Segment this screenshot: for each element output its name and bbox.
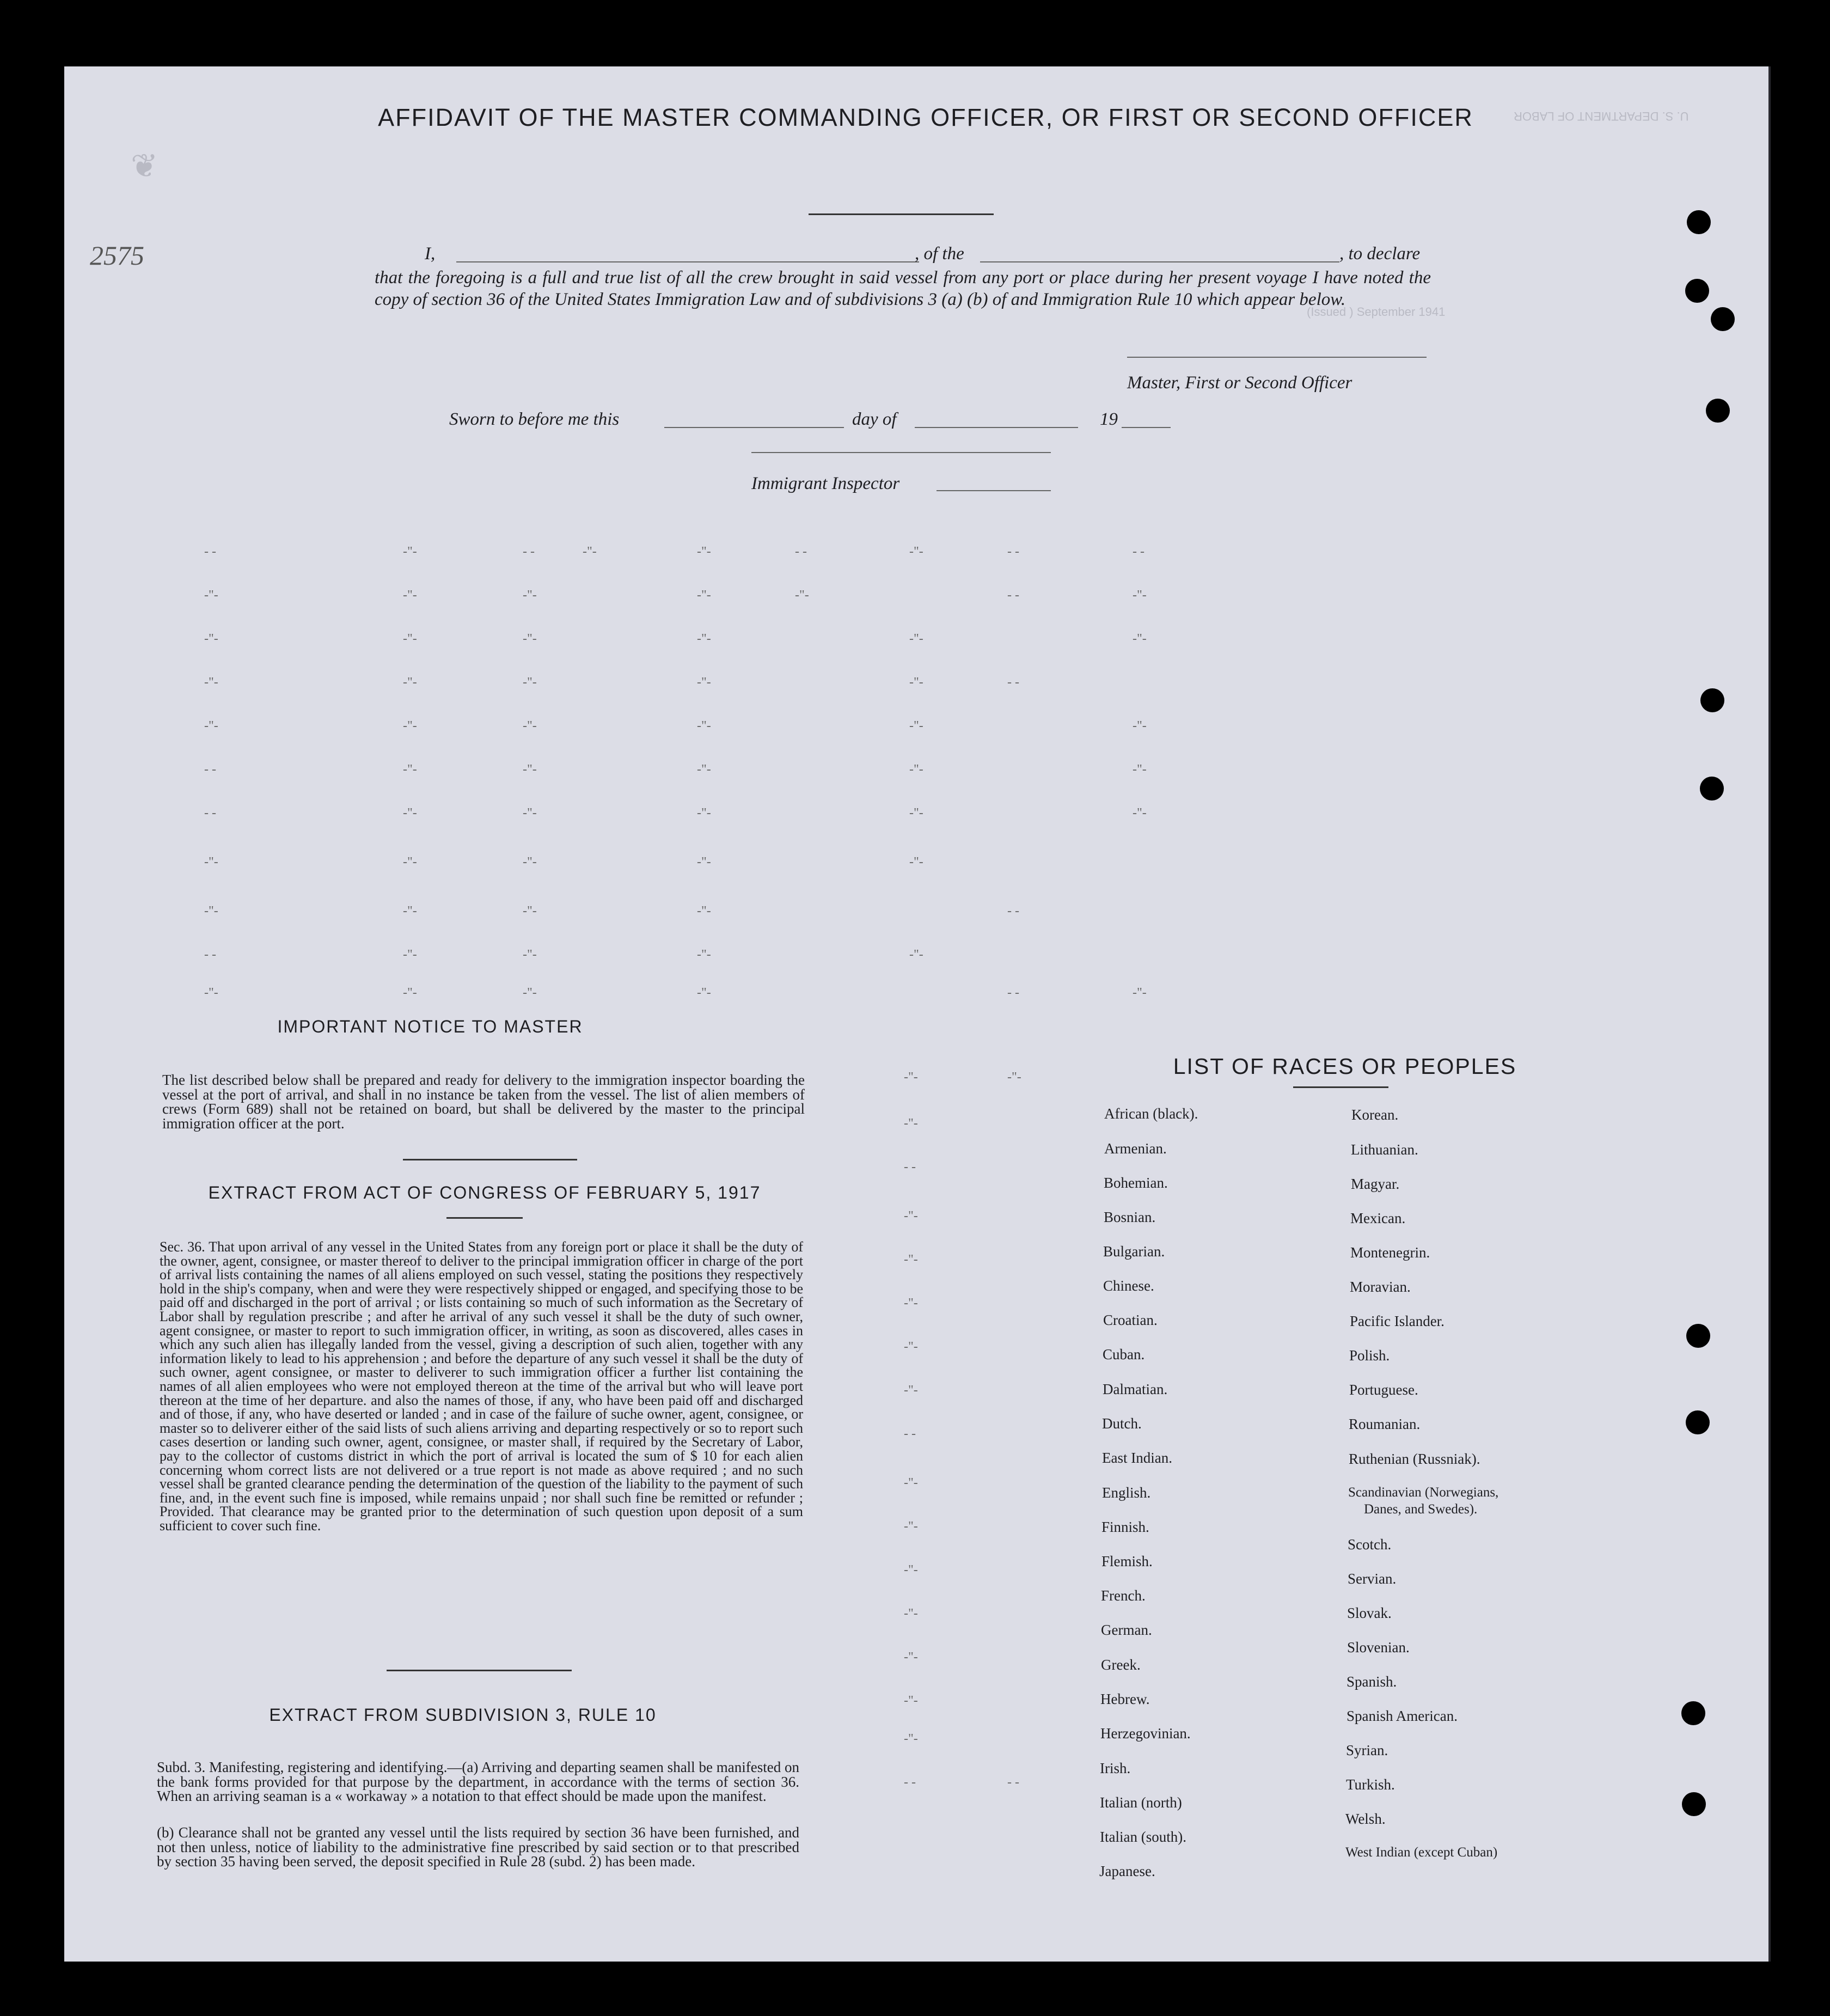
race-item: Servian. xyxy=(1348,1571,1397,1587)
ditto-mark: - - xyxy=(1133,545,1144,559)
race-item: Mexican. xyxy=(1350,1210,1406,1226)
race-item: Syrian. xyxy=(1346,1742,1388,1758)
ditto-mark: -"- xyxy=(204,855,218,869)
ditto-mark: -"- xyxy=(697,545,711,559)
race-item: Flemish. xyxy=(1101,1553,1153,1569)
race-item: Croatian. xyxy=(1103,1312,1158,1328)
ditto-mark: -"- xyxy=(909,806,923,820)
punch-hole xyxy=(1700,688,1724,712)
punch-hole xyxy=(1682,1792,1706,1816)
race-item: Turkish. xyxy=(1346,1776,1395,1793)
ditto-mark: - - xyxy=(204,948,216,962)
race-item: Spanish. xyxy=(1347,1673,1397,1690)
year-label: 19 xyxy=(1100,410,1118,429)
ditto-mark: -"- xyxy=(904,1116,918,1131)
ditto-mark: -"- xyxy=(904,1383,918,1397)
sworn-label: Sworn to before me this xyxy=(449,410,620,429)
punch-hole xyxy=(1681,1701,1705,1725)
ditto-mark: -"- xyxy=(697,588,711,602)
ditto-mark: - - xyxy=(904,1427,916,1441)
race-item: English. xyxy=(1102,1484,1151,1501)
bleed-through-text: (Issued ) September 1941 xyxy=(1307,305,1446,319)
title-underline xyxy=(809,213,994,215)
ditto-mark: - - xyxy=(1007,904,1019,918)
ditto-mark: - - xyxy=(904,1160,916,1174)
vessel-blank[interactable] xyxy=(980,261,1339,262)
punch-hole xyxy=(1711,307,1735,331)
rule-extract-text-b: (b) Clearance shall not be granted any vessel until the lists required by section 36 have been furnished, and not then unless, notice of liability to the administrative fine prescribed by said section or to that prescribed by section 35 having been served, the deposit specified in Rule 28 (subd. 2) has been made. xyxy=(157,1824,799,1870)
race-item: Lithuanian. xyxy=(1351,1141,1418,1158)
race-item: Danes, and Swedes). xyxy=(1364,1502,1478,1517)
race-item: Spanish American. xyxy=(1347,1708,1458,1724)
ditto-mark: -"- xyxy=(904,1070,918,1084)
race-item: German. xyxy=(1101,1622,1152,1638)
ditto-mark: -"- xyxy=(204,719,218,733)
name-blank[interactable] xyxy=(456,261,919,262)
ditto-mark: -"- xyxy=(904,1650,918,1664)
ditto-mark: -"- xyxy=(403,545,417,559)
ditto-mark: -"- xyxy=(204,904,218,918)
pronoun-i: I, xyxy=(425,244,436,264)
ditto-mark: -"- xyxy=(909,762,923,777)
ditto-mark: -"- xyxy=(523,632,537,646)
ditto-mark: -"- xyxy=(403,588,417,602)
race-item: Roumanian. xyxy=(1349,1416,1421,1432)
inspector-signature-blank[interactable] xyxy=(751,452,1051,453)
ditto-mark: -"- xyxy=(523,806,537,820)
sworn-day-blank[interactable] xyxy=(664,427,844,428)
ditto-mark: -"- xyxy=(403,762,417,777)
ditto-mark: -"- xyxy=(909,719,923,733)
race-item: West Indian (except Cuban) xyxy=(1345,1845,1498,1860)
act-extract-divider xyxy=(387,1670,572,1671)
ditto-mark: - - xyxy=(1007,1775,1019,1789)
ditto-mark: -"- xyxy=(904,1296,918,1310)
sworn-month-blank[interactable] xyxy=(915,427,1078,428)
signature-label: Master, First or Second Officer xyxy=(1127,373,1352,393)
ditto-mark: -"- xyxy=(1133,762,1147,777)
document-page xyxy=(64,66,1771,1962)
ditto-mark: -"- xyxy=(523,904,537,918)
race-item: Magyar. xyxy=(1351,1176,1400,1192)
race-item: Finnish. xyxy=(1101,1519,1149,1535)
ditto-mark: -"- xyxy=(909,545,923,559)
ditto-mark: -"- xyxy=(909,675,923,689)
race-item: African (black). xyxy=(1104,1105,1198,1122)
notice-heading: IMPORTANT NOTICE TO MASTER xyxy=(277,1017,583,1036)
ditto-mark: -"- xyxy=(697,719,711,733)
race-item: Italian (south). xyxy=(1100,1829,1186,1845)
race-item: French. xyxy=(1101,1587,1146,1604)
race-item: Polish. xyxy=(1349,1347,1390,1364)
ditto-mark: -"- xyxy=(697,806,711,820)
ditto-mark: -"- xyxy=(1133,986,1147,1000)
race-item: Bulgarian. xyxy=(1103,1243,1165,1260)
punch-hole xyxy=(1706,399,1730,423)
declare-label: , to declare xyxy=(1339,244,1421,264)
punch-hole xyxy=(1685,279,1709,303)
act-extract-underline xyxy=(446,1217,523,1219)
ditto-mark: -"- xyxy=(583,545,597,559)
ditto-mark: -"- xyxy=(697,675,711,689)
ditto-mark: -"- xyxy=(909,948,923,962)
rule-extract-heading: EXTRACT FROM SUBDIVISION 3, RULE 10 xyxy=(269,1705,657,1725)
ditto-mark: - - xyxy=(1007,545,1019,559)
race-item: Bohemian. xyxy=(1104,1175,1168,1191)
ditto-mark: - - xyxy=(204,806,216,820)
race-item: Cuban. xyxy=(1103,1346,1145,1363)
ditto-mark: - - xyxy=(1007,986,1019,1000)
inspector-name-blank[interactable] xyxy=(937,490,1051,491)
race-item: Ruthenian (Russniak). xyxy=(1349,1451,1480,1467)
day-of-label: day of xyxy=(852,410,897,429)
inspector-label: Immigrant Inspector xyxy=(751,474,900,493)
races-heading: LIST OF RACES OR PEOPLES xyxy=(1173,1054,1517,1079)
ditto-mark: -"- xyxy=(1133,806,1147,820)
ditto-mark: -"- xyxy=(1133,632,1147,646)
of-the-label: , of the xyxy=(915,244,964,264)
race-item: Herzegovinian. xyxy=(1100,1725,1191,1742)
race-item: East Indian. xyxy=(1102,1450,1172,1466)
race-item: Korean. xyxy=(1351,1107,1399,1123)
race-item: Slovenian. xyxy=(1347,1639,1410,1655)
race-item: Bosnian. xyxy=(1104,1209,1156,1225)
rule-extract-text-a: Subd. 3. Manifesting, registering and identifying.—(a) Arriving and departing seamen shall be manifested on the bank forms provided for that purpose by the department, in accordance with the terms of section 36. When an arriving seaman is a « workaway » a notation to that effect should be made upon the manifest. xyxy=(157,1759,799,1804)
race-item: Welsh. xyxy=(1345,1811,1386,1827)
race-item: Dutch. xyxy=(1102,1415,1142,1432)
race-item: Armenian. xyxy=(1104,1140,1167,1157)
ditto-mark: -"- xyxy=(904,1209,918,1223)
ditto-mark: -"- xyxy=(403,855,417,869)
ditto-mark: -"- xyxy=(403,948,417,962)
punch-hole xyxy=(1686,1324,1710,1348)
race-item: Japanese. xyxy=(1099,1863,1155,1879)
margin-note: 2575 xyxy=(90,240,144,271)
race-item: Slovak. xyxy=(1347,1605,1392,1621)
ditto-mark: -"- xyxy=(204,588,218,602)
race-item: Italian (north) xyxy=(1100,1794,1182,1811)
ditto-mark: -"- xyxy=(697,904,711,918)
ditto-mark: -"- xyxy=(204,675,218,689)
sworn-year-blank[interactable] xyxy=(1122,427,1171,428)
notice-text: The list described below shall be prepared and ready for delivery to the immigration inspector boarding the vessel at the port of arrival, and shall in no instance be taken from the vessel. The list of alien members of crews (Form 689) shall not be retained on board, but shall be delivered by the master to the principal immigration officer at the port. xyxy=(162,1072,805,1132)
ditto-mark: -"- xyxy=(697,855,711,869)
ditto-mark: -"- xyxy=(904,1606,918,1621)
ditto-mark: -"- xyxy=(795,588,809,602)
ditto-mark: -"- xyxy=(909,632,923,646)
ditto-mark: -"- xyxy=(904,1476,918,1490)
ditto-mark: -"- xyxy=(909,855,923,869)
race-item: Montenegrin. xyxy=(1350,1244,1430,1261)
act-extract-heading: EXTRACT FROM ACT OF CONGRESS OF FEBRUARY 5, 1917 xyxy=(208,1183,761,1202)
ditto-mark: -"- xyxy=(204,986,218,1000)
ditto-mark: -"- xyxy=(523,948,537,962)
ditto-mark: -"- xyxy=(1007,1070,1021,1084)
punch-hole xyxy=(1686,1410,1710,1434)
act-extract-text: Sec. 36. That upon arrival of any vessel in the United States from any foreign port or place it shall be the duty of the owner, agent, consignee, or master thereof to deliver to the principal immigration officer in charge of the port of arrival lists containing the names of all aliens employed on such vessel, stating the positions they respectively hold in the ship's company, when and were they were respectively shipped or engaged, and specifying those to be paid off and discharged in the port of arrival ; or lists containing so much of such information as the Secretary of Labor shall by regulation prescribe ; and after he arrival of any such vessel it shall be the duty of such owner, agent consignee, or master to report to such immigration officer, in writing, as soon as discovered, alles cases in which any such alien has illegally landed from the vessel, giving a description of such alien, together with any information likely to lead to his apprehension ; and before the departure of any such vessel it shall be the duty of such owner, agent consignee, or master to deliverer to such immigration officer a further list containing the names of all alien employees who were not employed thereon at the time of the arrival but who will leave port thereon at the time of her departure. and also the names of those, if any, who have been paid off and discharged and of those, if any, who have deserted or landed ; and in case of the failure of suche owner, agent, consignee, or master so to deliverer either of the said lists of such aliens arriving and departing respectively or so to report such cases desertion or landing such owner, agent, consignee, or master shall, if required by the Secretary of Labor, pay to the collector of customs district in which the port of arrival is located the sum of $ 10 for each alien concerning whom correct lists are not delivered or a true report is not made as above required ; and no such vessel shall be granted clearance pending the determination of the question of the liability to the payment of such fine, and, in the event such fine is imposed, while remains unpaid ; nor shall such fine be remitted or refunder ; Provided. That clearance may be granted prior to the determination of such question upon deposit of a sum sufficient to cover such fine. xyxy=(160,1239,803,1534)
race-item: Scotch. xyxy=(1348,1536,1392,1553)
ditto-mark: -"- xyxy=(403,806,417,820)
ditto-mark: -"- xyxy=(204,632,218,646)
ditto-mark: -"- xyxy=(523,588,537,602)
notice-divider xyxy=(403,1159,577,1160)
race-item: Irish. xyxy=(1100,1760,1131,1776)
ditto-mark: - - xyxy=(795,545,807,559)
ditto-mark: -"- xyxy=(697,986,711,1000)
ditto-mark: -"- xyxy=(697,948,711,962)
ditto-mark: -"- xyxy=(904,1253,918,1267)
ditto-mark: - - xyxy=(1007,675,1019,689)
race-item: Scandinavian (Norwegians, xyxy=(1348,1485,1499,1500)
ditto-mark: -"- xyxy=(523,675,537,689)
ditto-mark: -"- xyxy=(523,762,537,777)
ditto-mark: -"- xyxy=(904,1519,918,1534)
race-item: Portuguese. xyxy=(1349,1382,1418,1398)
ditto-mark: -"- xyxy=(403,675,417,689)
race-item: Dalmatian. xyxy=(1103,1381,1168,1397)
ditto-mark: -"- xyxy=(523,719,537,733)
bleed-through-text: ❦ xyxy=(131,148,158,184)
ditto-mark: - - xyxy=(1007,588,1019,602)
ditto-mark: -"- xyxy=(1133,588,1147,602)
ditto-mark: -"- xyxy=(403,986,417,1000)
ditto-mark: - - xyxy=(904,1775,916,1789)
races-heading-underline xyxy=(1293,1086,1388,1088)
ditto-mark: -"- xyxy=(904,1563,918,1577)
ditto-mark: -"- xyxy=(697,632,711,646)
ditto-mark: -"- xyxy=(904,1732,918,1746)
race-item: Moravian. xyxy=(1350,1279,1411,1295)
race-item: Hebrew. xyxy=(1100,1691,1150,1707)
ditto-mark: -"- xyxy=(523,855,537,869)
ditto-mark: -"- xyxy=(904,1694,918,1708)
ditto-mark: -"- xyxy=(403,632,417,646)
ditto-mark: -"- xyxy=(904,1340,918,1354)
race-item: Greek. xyxy=(1101,1657,1141,1673)
punch-hole xyxy=(1700,777,1724,801)
ditto-mark: -"- xyxy=(403,904,417,918)
ditto-mark: -"- xyxy=(1133,719,1147,733)
ditto-mark: - - xyxy=(523,545,535,559)
ditto-mark: -"- xyxy=(697,762,711,777)
ditto-mark: - - xyxy=(204,545,216,559)
punch-hole xyxy=(1687,210,1711,234)
race-item: Chinese. xyxy=(1103,1278,1154,1294)
bleed-through-text: U. S. DEPARTMENT OF LABOR xyxy=(1514,109,1689,123)
race-item: Pacific Islander. xyxy=(1350,1313,1445,1329)
ditto-mark: - - xyxy=(204,762,216,777)
signature-blank[interactable] xyxy=(1127,357,1427,358)
ditto-mark: -"- xyxy=(403,719,417,733)
affidavit-body: that the foregoing is a full and true list of all the crew brought in said vessel from any port or place during her present voyage I have noted the copy of section 36 of the United States Immigration Law and of subdivisions 3 (a) (b) of and Immigration Rule 10 which appear below. xyxy=(375,268,1431,309)
ditto-mark: -"- xyxy=(523,986,537,1000)
affidavit-title: AFFIDAVIT OF THE MASTER COMMANDING OFFICER, OR FIRST OR SECOND OFFICER xyxy=(378,103,1473,131)
